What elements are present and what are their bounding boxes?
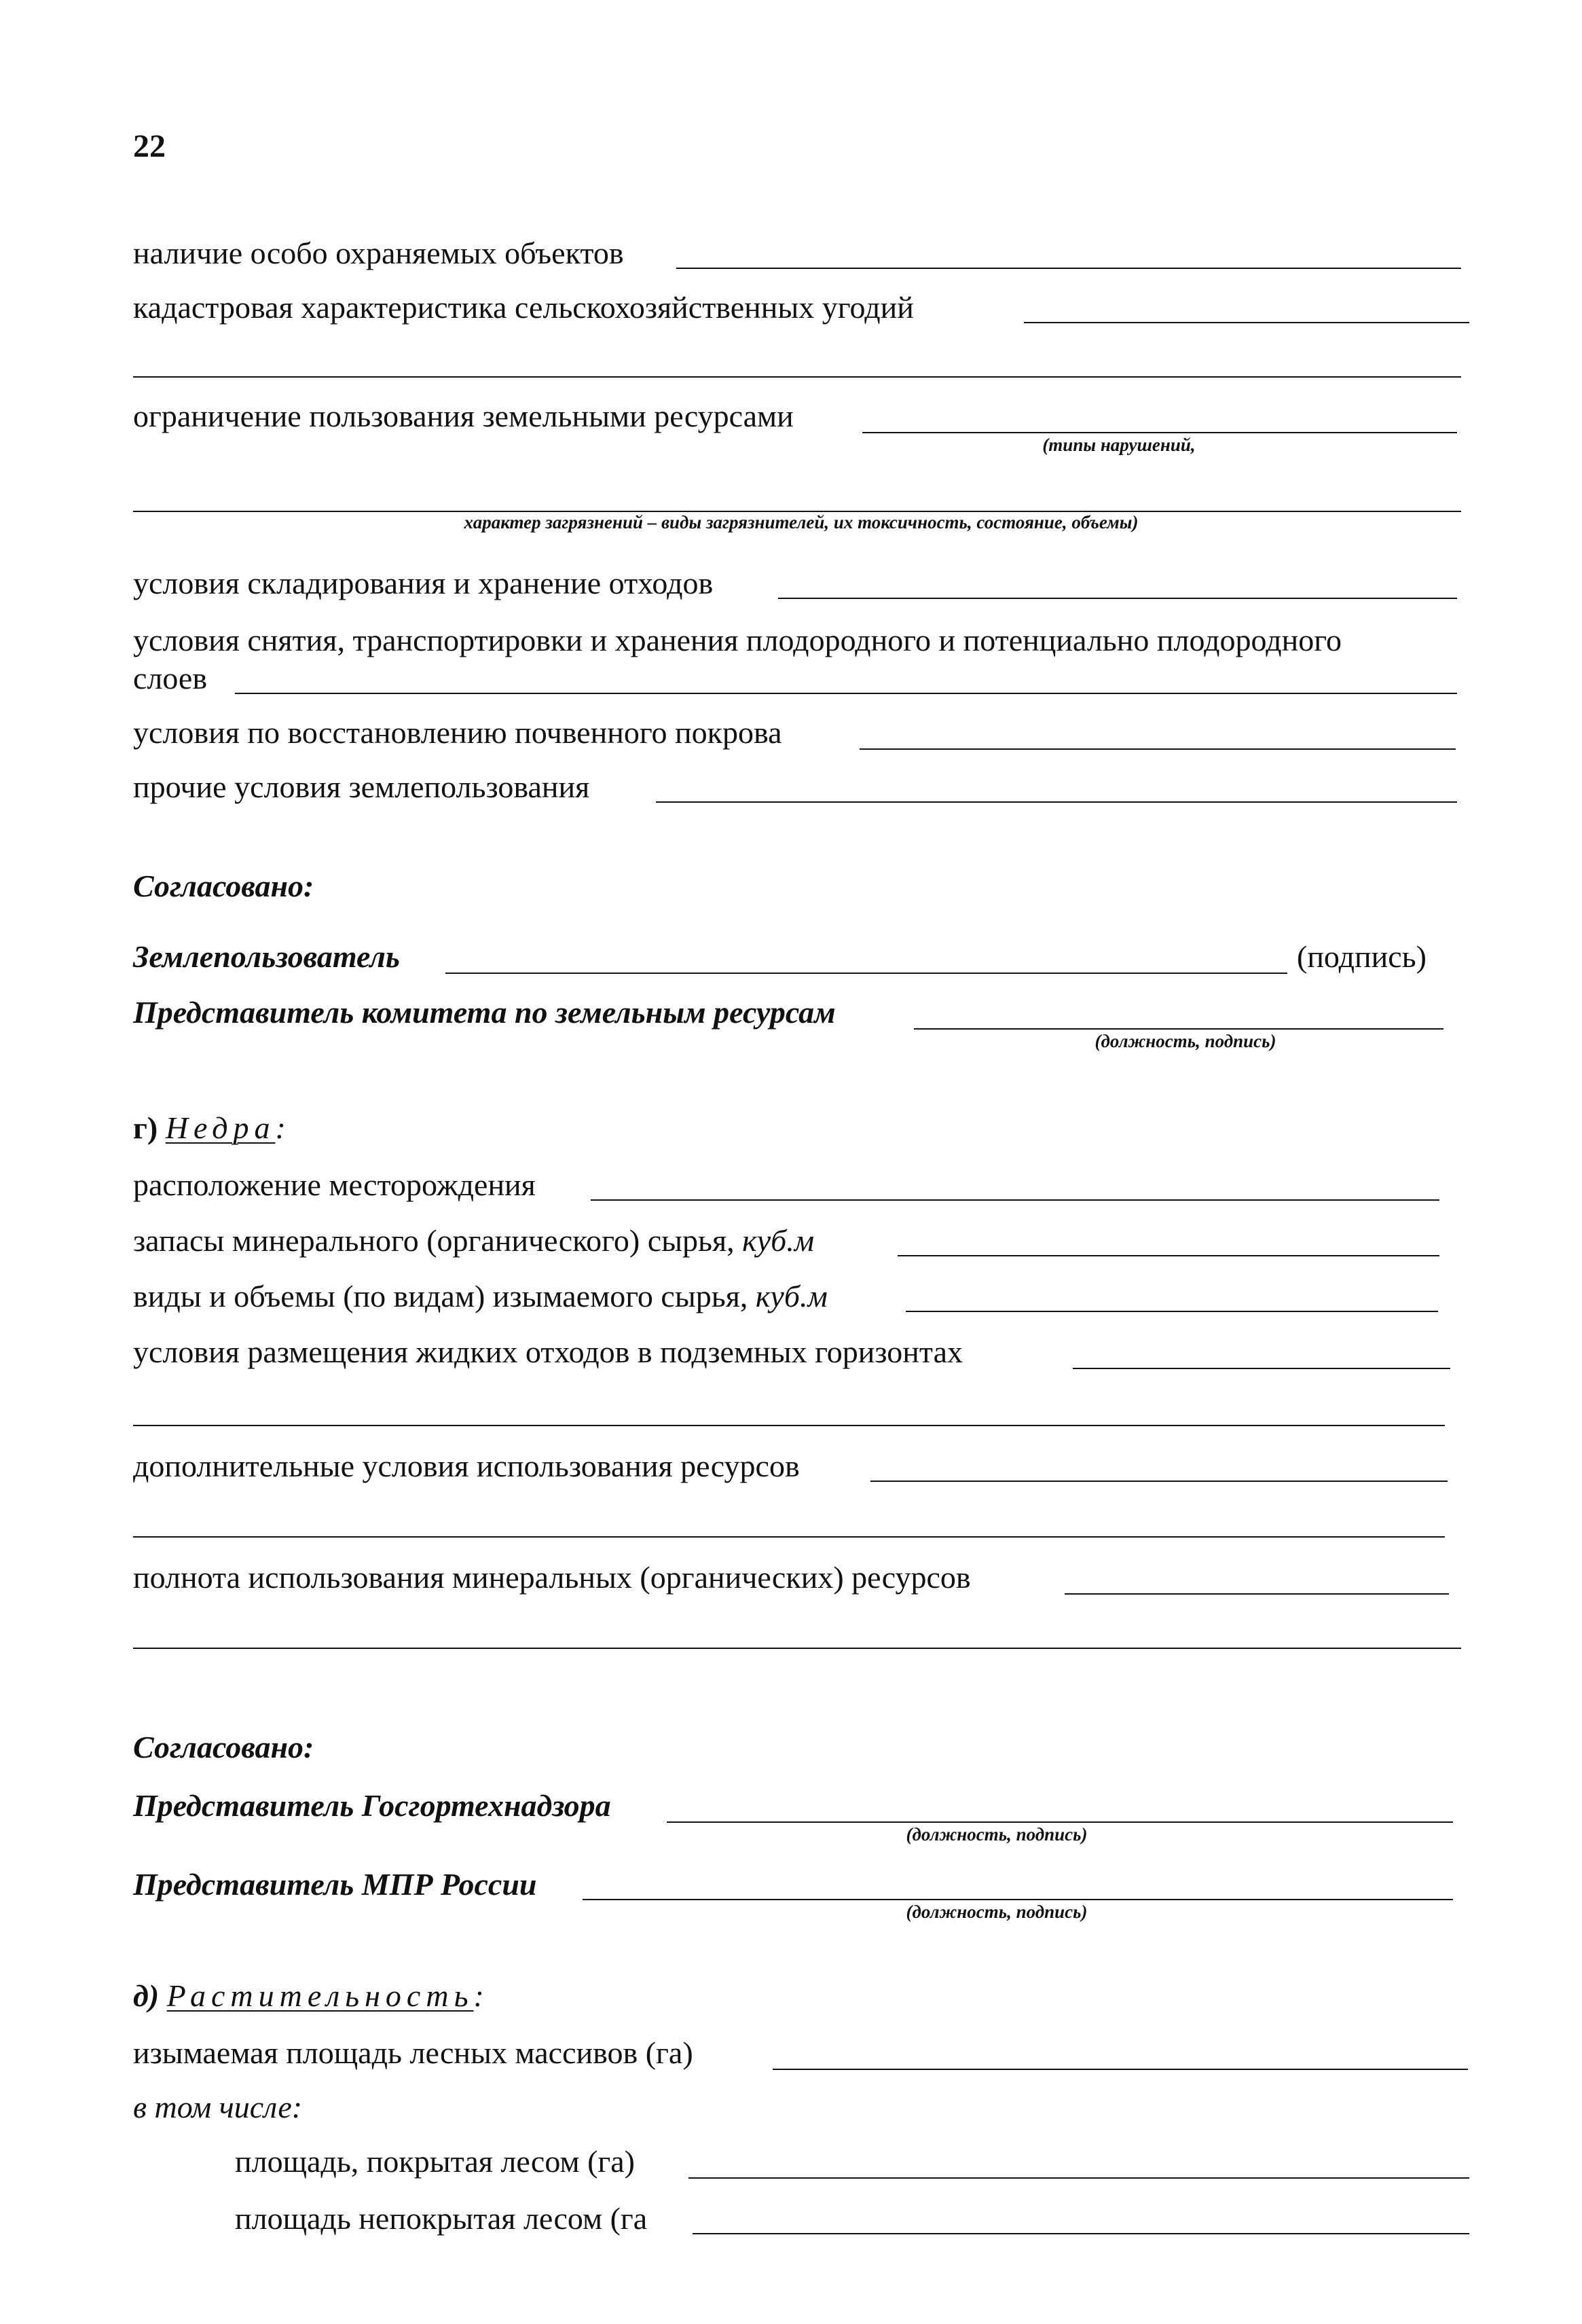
reserves-text: запасы минерального (органического) сырья, xyxy=(133,1223,735,1258)
forest-covered-field[interactable] xyxy=(688,2177,1469,2179)
vegetation-colon: : xyxy=(473,1978,484,2013)
deposit-field[interactable] xyxy=(591,1199,1439,1201)
subsoil-colon: : xyxy=(275,1110,286,1145)
committee-representative-field[interactable] xyxy=(914,1028,1443,1030)
protected-objects-field[interactable] xyxy=(676,268,1461,269)
restriction-label: ограничение пользования земельными ресурсами xyxy=(133,399,794,433)
soil-removal-label-cont: слоев xyxy=(133,661,208,695)
additional-conditions-field-continuation[interactable] xyxy=(133,1536,1445,1538)
gosgortekhnadzor-caption: (должность, подпись) xyxy=(906,1824,1088,1845)
forest-area-field[interactable] xyxy=(773,2069,1468,2070)
cadastral-field-continuation[interactable] xyxy=(133,376,1461,378)
additional-conditions-field[interactable] xyxy=(870,1481,1448,1482)
forest-area-label: изымаемая площадь лесных массивов (га) xyxy=(133,2035,693,2070)
liquid-waste-label: условия размещения жидких отходов в подземных горизонтах xyxy=(133,1335,963,1369)
mpr-caption: (должность, подпись) xyxy=(906,1902,1088,1922)
mpr-field[interactable] xyxy=(583,1899,1453,1900)
extracted-field[interactable] xyxy=(906,1311,1438,1312)
soil-removal-label: условия снятия, транспортировки и хранения плодородного и потенциально плодородного xyxy=(133,623,1342,657)
other-conditions-field[interactable] xyxy=(656,801,1457,803)
other-conditions-label: прочие условия землепользования xyxy=(133,769,590,804)
completeness-label: полнота использования минеральных (органических) ресурсов xyxy=(133,1560,971,1595)
gosgortekhnadzor-field[interactable] xyxy=(667,1821,1453,1823)
protected-objects-label: наличие особо охраняемых объектов xyxy=(133,236,624,270)
forest-uncovered-field[interactable] xyxy=(693,2233,1469,2234)
soil-restore-label: условия по восстановлению почвенного покрова xyxy=(133,715,782,750)
additional-conditions-label: дополнительные условия использования ресурсов xyxy=(133,1449,800,1483)
subsoil-heading xyxy=(133,1112,286,1144)
waste-storage-field[interactable] xyxy=(778,598,1457,599)
vegetation-letter: д) xyxy=(133,1978,160,2013)
including-label: в том числе: xyxy=(133,2090,303,2124)
violations-caption: (типы нарушений, xyxy=(1042,435,1196,455)
agreed-heading-2: Согласовано: xyxy=(133,1730,314,1764)
page-number: 22 xyxy=(133,128,166,164)
cadastral-label: кадастровая характеристика сельскохозяйственных угодий xyxy=(133,290,914,325)
forest-uncovered-label: площадь непокрытая лесом (га xyxy=(235,2201,648,2236)
soil-restore-field[interactable] xyxy=(860,748,1456,750)
reserves-unit: куб.м xyxy=(742,1223,815,1258)
agreed-heading: Согласовано: xyxy=(133,869,314,903)
completeness-field-continuation[interactable] xyxy=(133,1648,1461,1649)
deposit-label: расположение месторождения xyxy=(133,1167,536,1202)
land-user-signature-field[interactable] xyxy=(445,973,1287,974)
waste-storage-label: условия складирования и хранение отходов xyxy=(133,566,714,600)
signature-note: (подпись) xyxy=(1297,939,1427,974)
liquid-waste-field-continuation[interactable] xyxy=(133,1425,1445,1426)
committee-representative-label: Представитель комитета по земельным ресурсам xyxy=(133,995,836,1030)
cadastral-field[interactable] xyxy=(1024,322,1469,323)
mpr-label: Представитель МПР России xyxy=(133,1867,537,1902)
extracted-label xyxy=(133,1281,828,1312)
gosgortekhnadzor-label: Представитель Госгортехнадзора xyxy=(133,1788,611,1823)
extracted-unit: куб.м xyxy=(755,1279,828,1313)
reserves-field[interactable] xyxy=(898,1255,1439,1256)
extracted-text: виды и объемы (по видам) изымаемого сырья, xyxy=(133,1279,748,1313)
forest-covered-label: площадь, покрытая лесом (га) xyxy=(235,2144,635,2179)
vegetation-heading xyxy=(133,1980,484,2012)
vegetation-title: Растительность xyxy=(166,1978,474,2013)
pollution-caption: характер загрязнений – виды загрязнителей, их токсичность, состояние, объемы) xyxy=(464,512,1139,532)
reserves-label xyxy=(133,1225,814,1256)
restriction-field[interactable] xyxy=(862,432,1457,433)
completeness-field[interactable] xyxy=(1065,1593,1449,1595)
soil-removal-field[interactable] xyxy=(235,693,1457,694)
subsoil-title: Недра xyxy=(165,1110,276,1145)
committee-caption: (должность, подпись) xyxy=(1094,1031,1276,1051)
land-user-label: Землепользователь xyxy=(133,939,400,974)
subsoil-letter: г) xyxy=(133,1110,158,1145)
liquid-waste-field[interactable] xyxy=(1073,1368,1450,1369)
